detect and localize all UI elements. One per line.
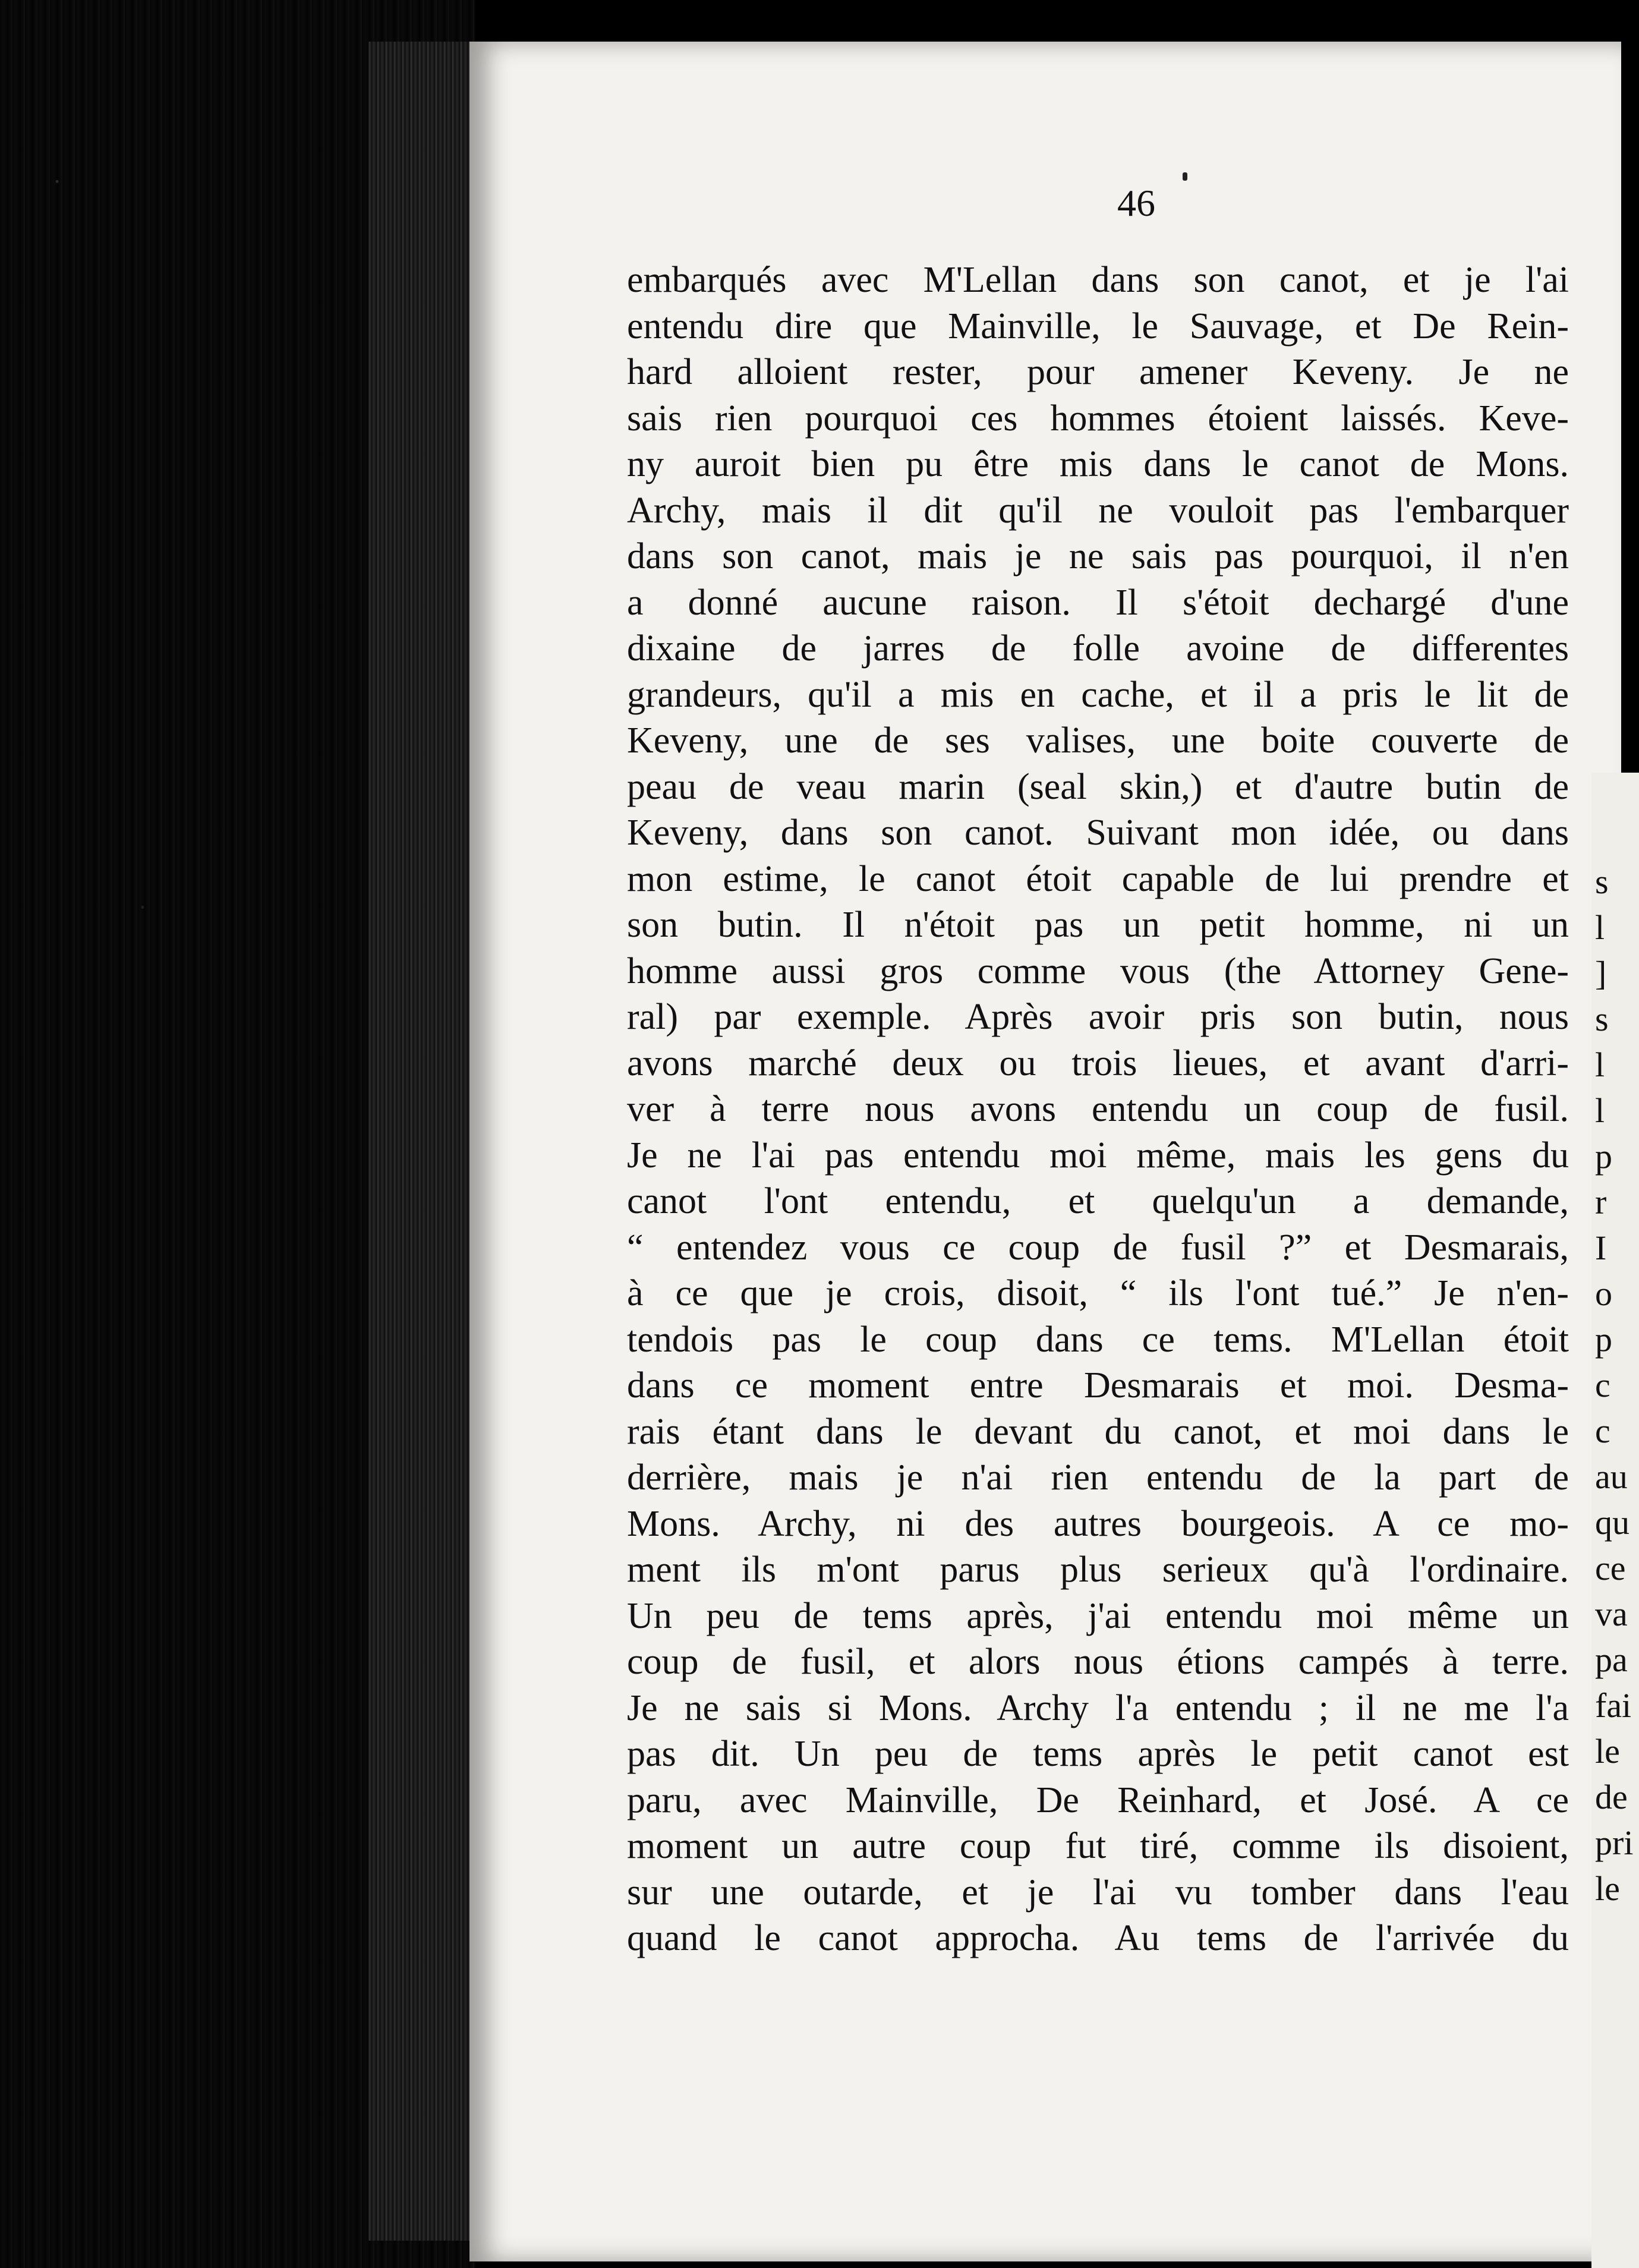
text-line: Mons. Archy, ni des autres bourgeois. A ce mo- <box>627 1503 1569 1544</box>
adjacent-page-edge <box>1591 773 1639 2268</box>
text-line: Je ne sais si Mons. Archy l'a entendu ; il ne me l'a <box>627 1687 1569 1728</box>
adjacent-page-fragment: I <box>1595 1228 1607 1267</box>
text-line: a donné aucune raison. Il s'étoit dechargé d'une <box>627 582 1569 623</box>
adjacent-page-fragment: r <box>1595 1183 1607 1221</box>
text-line: Archy, mais il dit qu'il ne vouloit pas l'embarquer <box>627 490 1569 531</box>
adjacent-page-fragment: pa <box>1595 1640 1628 1679</box>
adjacent-page-fragment: au <box>1595 1457 1628 1496</box>
adjacent-page-fragment: l <box>1595 908 1605 947</box>
adjacent-page-fragment: pri <box>1595 1823 1634 1862</box>
text-line: ment ils m'ont parus plus serieux qu'à l'ordinaire. <box>627 1549 1569 1590</box>
adjacent-page-fragment: c <box>1595 1412 1610 1450</box>
text-line: Un peu de tems après, j'ai entendu moi même un <box>627 1595 1569 1636</box>
text-line: paru, avec Mainville, De Reinhard, et José. A ce <box>627 1779 1569 1820</box>
adjacent-page-fragment: l <box>1595 1045 1605 1084</box>
adjacent-page-fragment: ce <box>1595 1549 1626 1587</box>
text-line: avons marché deux ou trois lieues, et avant d'arri- <box>627 1042 1569 1083</box>
text-line: sur une outarde, et je l'ai vu tomber dans l'eau <box>627 1872 1569 1913</box>
ink-speck <box>1183 172 1187 181</box>
text-line: hard alloient rester, pour amener Keveny. Je ne <box>627 352 1569 392</box>
text-line: entendu dire que Mainville, le Sauvage, et De Rein- <box>627 305 1569 346</box>
text-line: quand le canot approcha. Au tems de l'arrivée du <box>627 1918 1569 1958</box>
adjacent-page-fragment: ] <box>1595 954 1607 993</box>
text-line: “ entendez vous ce coup de fusil ?” et Desmarais, <box>627 1227 1569 1268</box>
text-line: dans son canot, mais je ne sais pas pourquoi, il n'en <box>627 536 1569 577</box>
text-line: pas dit. Un peu de tems après le petit canot est <box>627 1734 1569 1774</box>
text-line: canot l'ont entendu, et quelqu'un a demande, <box>627 1181 1569 1221</box>
text-line: mon estime, le canot étoit capable de lui prendre et <box>627 858 1569 899</box>
text-line: son butin. Il n'étoit pas un petit homme, ni un <box>627 905 1569 945</box>
adjacent-page-fragment: de <box>1595 1778 1628 1816</box>
adjacent-page-fragment: le <box>1595 1732 1620 1771</box>
text-line: homme aussi gros comme vous (the Attorney Gene- <box>627 950 1569 991</box>
adjacent-page-fragment: c <box>1595 1366 1610 1404</box>
body-text <box>627 257 1569 1962</box>
adjacent-page-fragment: qu <box>1595 1503 1629 1542</box>
text-line: rais étant dans le devant du canot, et moi dans le <box>627 1411 1569 1452</box>
page-number: 46 <box>1117 182 1155 224</box>
text-line: Keveny, une de ses valises, une boite couverte de <box>627 720 1569 761</box>
text-line: sais rien pourquoi ces hommes étoient laissés. Keve- <box>627 398 1569 439</box>
adjacent-page-fragment: p <box>1595 1320 1612 1359</box>
text-line: dixaine de jarres de folle avoine de differentes <box>627 628 1569 669</box>
text-line: à ce que je crois, disoit, “ ils l'ont tué.” Je n'en- <box>627 1273 1569 1313</box>
page-edge-stack <box>368 42 469 2241</box>
adjacent-page-fragment: l <box>1595 1091 1605 1130</box>
text-line: tendois pas le coup dans ce tems. M'Lellan étoit <box>627 1319 1569 1360</box>
text-line: embarqués avec M'Lellan dans son canot, et je l'ai <box>627 260 1569 300</box>
adjacent-page-fragment: fai <box>1595 1686 1632 1725</box>
text-line: dans ce moment entre Desmarais et moi. Desma- <box>627 1365 1569 1406</box>
text-line: Je ne l'ai pas entendu moi même, mais les gens du <box>627 1135 1569 1176</box>
text-line: moment un autre coup fut tiré, comme ils disoient, <box>627 1826 1569 1866</box>
text-line: derrière, mais je n'ai rien entendu de la part de <box>627 1457 1569 1498</box>
text-line: grandeurs, qu'il a mis en cache, et il a pris le lit de <box>627 674 1569 715</box>
text-line: Keveny, dans son canot. Suivant mon idée, ou dans <box>627 812 1569 853</box>
adjacent-page-fragment: va <box>1595 1595 1628 1633</box>
text-line: peau de veau marin (seal skin,) et d'autre butin de <box>627 766 1569 807</box>
text-line: ny auroit bien pu être mis dans le canot de Mons. <box>627 444 1569 484</box>
adjacent-page-fragment: p <box>1595 1137 1612 1176</box>
adjacent-page-fragment: o <box>1595 1274 1612 1313</box>
adjacent-page-fragment: s <box>1595 1000 1609 1038</box>
adjacent-page-fragment: le <box>1595 1869 1620 1908</box>
text-line: coup de fusil, et alors nous étions campés à terre. <box>627 1642 1569 1682</box>
text-line: ral) par exemple. Après avoir pris son butin, nous <box>627 997 1569 1037</box>
text-line: ver à terre nous avons entendu un coup de fusil. <box>627 1089 1569 1129</box>
adjacent-page-fragment: s <box>1595 862 1609 901</box>
